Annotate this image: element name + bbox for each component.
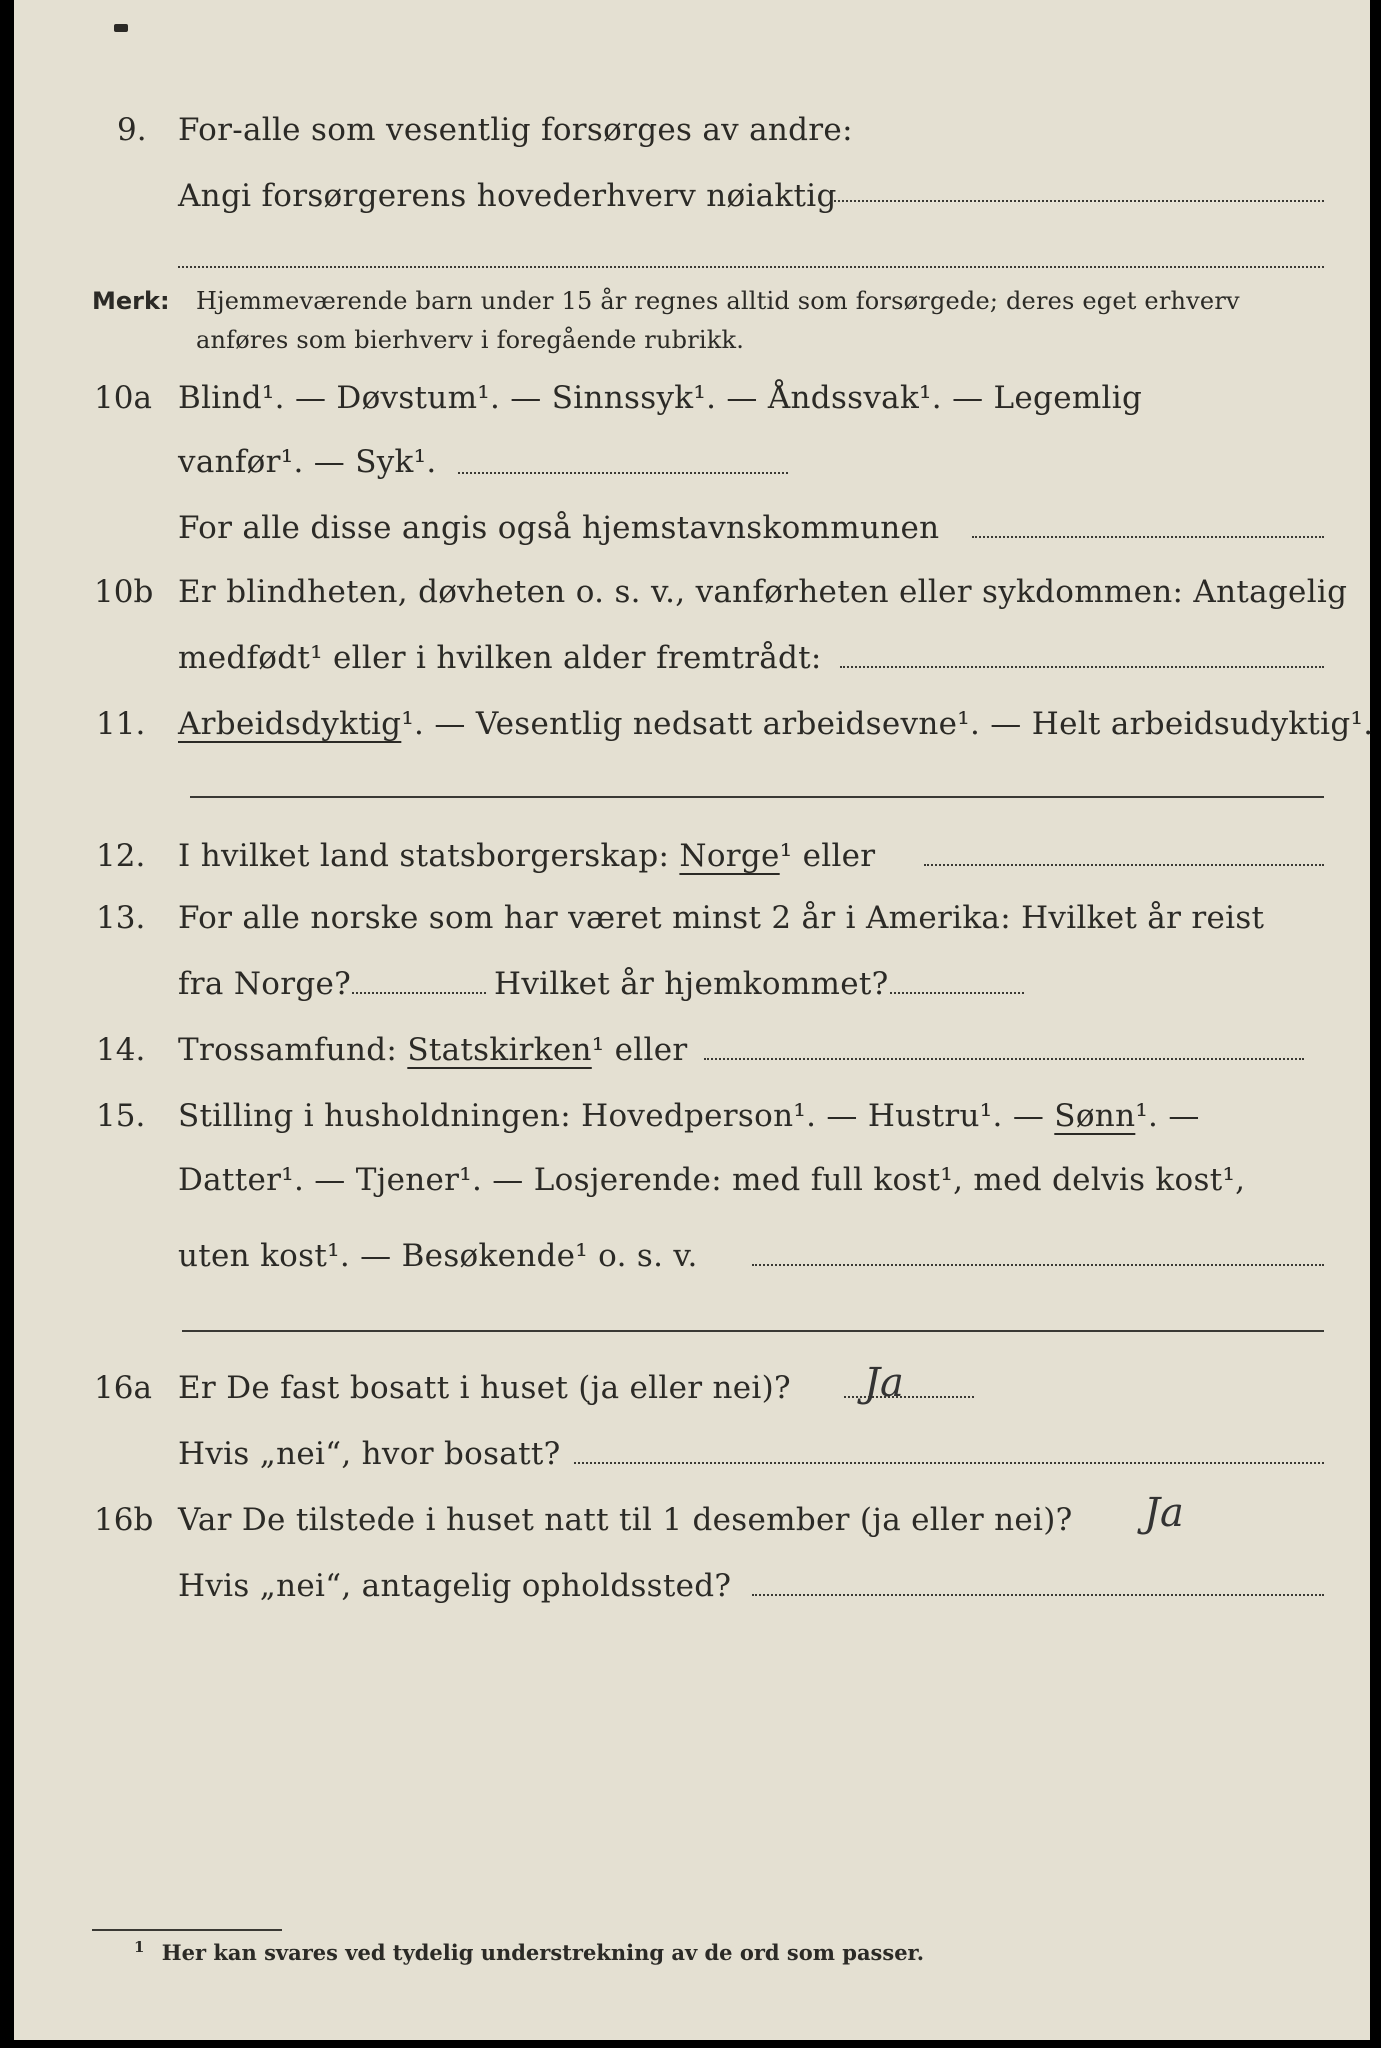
q12-number: 12.: [96, 838, 146, 874]
merk-label: Merk:: [92, 287, 170, 315]
q12-line: [178, 838, 875, 874]
q10a-syk-field[interactable]: [458, 472, 788, 474]
q10a-hjemstavn-field[interactable]: [972, 536, 1324, 538]
q9-answer-field-2[interactable]: [178, 266, 1324, 268]
footnote: [134, 1940, 924, 1965]
q15-line2: Datter¹. — Tjener¹. — Losjerende: med full kost¹, med delvis kost¹,: [178, 1162, 1246, 1198]
q15-line1b: ¹. —: [1135, 1098, 1200, 1134]
q10b-number: 10b: [94, 574, 154, 610]
q16b-handwritten-answer: Ja: [1144, 1490, 1184, 1536]
q14-underlined-answer: Statskirken: [407, 1032, 592, 1068]
q15-answer-line[interactable]: [182, 1330, 1324, 1332]
q12-other-country-field[interactable]: [924, 864, 1324, 866]
q11-underlined-answer: Arbeidsdyktig: [178, 706, 402, 742]
q13-hjemkommet-field[interactable]: [890, 992, 1024, 994]
q16a-line1: Er De fast bosatt i huset (ja eller nei)?: [178, 1370, 791, 1406]
q10b-alder-field[interactable]: [840, 666, 1324, 668]
q15-line1a: Stilling i husholdningen: Hovedperson¹. — Hustru¹. —: [178, 1098, 1045, 1134]
q16b-number: 16b: [94, 1502, 154, 1538]
q16a-answer-field[interactable]: [844, 1396, 974, 1398]
q10b-line2: medfødt¹ eller i hvilken alder fremtrådt:: [178, 640, 822, 676]
q10a-line2: vanfør¹. — Syk¹.: [178, 444, 437, 480]
q16a-bosatt-field[interactable]: [574, 1462, 1324, 1464]
q9-answer-field[interactable]: [834, 200, 1324, 202]
q15-line1: [178, 1098, 1200, 1134]
q16a-handwritten-answer: Ja: [864, 1360, 904, 1406]
q13-reist-field[interactable]: [352, 992, 486, 994]
q13-line1: For alle norske som har været minst 2 år i Amerika: Hvilket år reist: [178, 900, 1265, 936]
q9-line2: Angi forsørgerens hovederhverv nøiaktig: [178, 178, 837, 214]
q16b-line1: Var De tilstede i huset natt til 1 desember (ja eller nei)?: [178, 1502, 1073, 1538]
census-form-page: [14, 0, 1374, 2040]
q12-underlined-answer: Norge: [679, 838, 780, 874]
q10b-line1: Er blindheten, døvheten o. s. v., vanførheten eller sykdommen: Antagelig: [178, 574, 1348, 610]
footnote-text: Her kan svares ved tydelig understrekning av de ord som passer.: [161, 1940, 925, 1965]
q16a-line2: Hvis „nei“, hvor bosatt?: [178, 1436, 561, 1472]
corner-mark: [114, 24, 128, 32]
q14-suffix: ¹ eller: [591, 1032, 688, 1068]
q15-line3: uten kost¹. — Besøkende¹ o. s. v.: [178, 1238, 698, 1274]
q11-rest: ¹. — Vesentlig nedsatt arbeidsevne¹. — Helt arbeidsudyktig¹.: [401, 706, 1374, 742]
merk-line2: anføres som bierhverv i foregående rubrikk.: [196, 326, 745, 354]
q9-line1: For-alle som vesentlig forsørges av andre:: [178, 112, 853, 148]
q9-number: 9.: [117, 112, 147, 148]
q16b-line2: Hvis „nei“, antagelig opholdssted?: [178, 1568, 732, 1604]
q13-line2a: fra Norge?: [178, 966, 352, 1002]
q14-number: 14.: [96, 1032, 146, 1068]
q13-line2b: Hvilket år hjemkommet?: [494, 966, 889, 1002]
q11-answer-line[interactable]: [190, 796, 1324, 798]
q11-number: 11.: [96, 706, 146, 742]
q10a-line1: Blind¹. — Døvstum¹. — Sinnssyk¹. — Åndssvak¹. — Legemlig: [178, 380, 1143, 416]
q15-number: 15.: [96, 1098, 146, 1134]
q16a-number: 16a: [94, 1370, 152, 1406]
q10a-number: 10a: [94, 380, 152, 416]
q12-prefix: I hvilket land statsborgerskap:: [178, 838, 670, 874]
merk-line1: Hjemmeværende barn under 15 år regnes alltid som forsørgede; deres eget erhverv: [196, 287, 1240, 315]
footnote-mark: 1: [134, 1938, 145, 1956]
q12-suffix: ¹ eller: [779, 838, 876, 874]
q14-line: [178, 1032, 688, 1068]
q14-prefix: Trossamfund:: [178, 1032, 398, 1068]
q16b-opholdssted-field[interactable]: [752, 1594, 1324, 1596]
q10a-line3: For alle disse angis også hjemstavnskommunen: [178, 510, 940, 546]
q11-line: [178, 706, 1373, 742]
footnote-rule: [92, 1929, 282, 1931]
q15-underlined-answer: Sønn: [1054, 1098, 1136, 1134]
q13-number: 13.: [96, 900, 146, 936]
q14-other-field[interactable]: [704, 1058, 1304, 1060]
q15-other-field[interactable]: [752, 1264, 1324, 1266]
